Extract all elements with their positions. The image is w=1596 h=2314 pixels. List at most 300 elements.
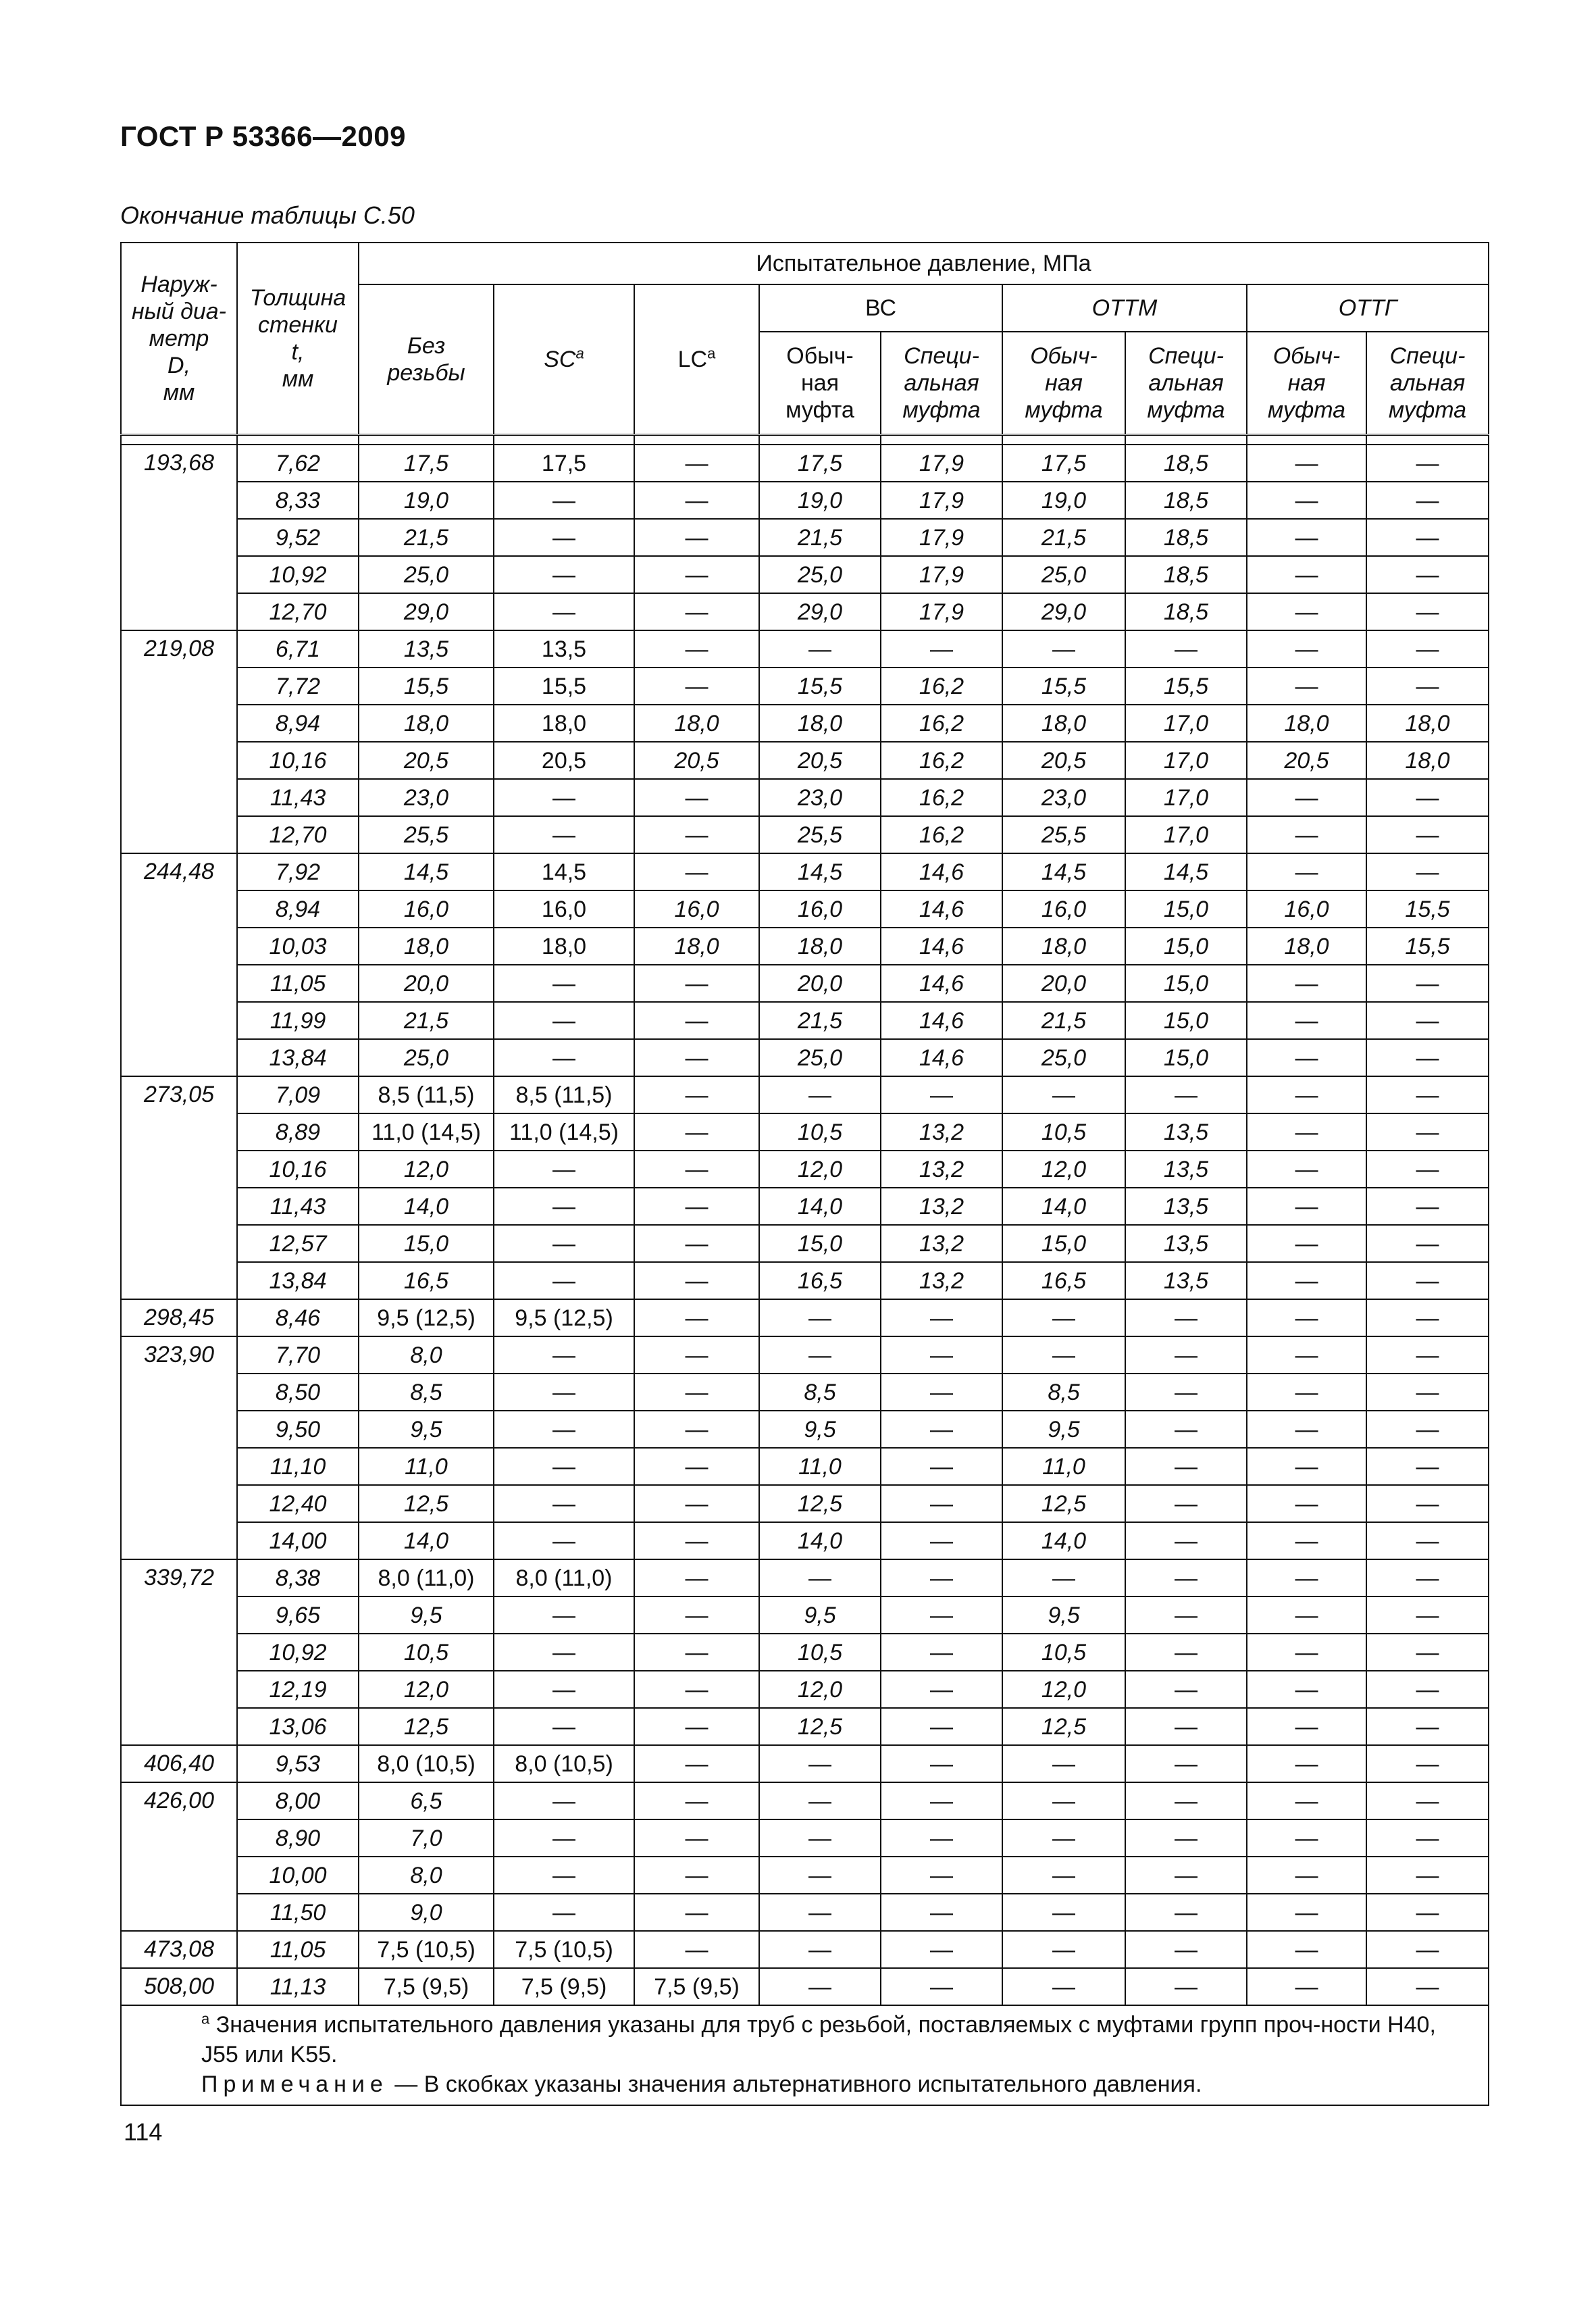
header-ottg: ОТТГ bbox=[1247, 284, 1489, 332]
table-caption: Окончание таблицы С.50 bbox=[120, 201, 415, 229]
pressure-cell: 9,0 bbox=[359, 1894, 494, 1931]
pressure-cell: 8,5 bbox=[759, 1374, 881, 1411]
table-row bbox=[121, 1262, 1489, 1299]
footnote-a: $^a$ Значения испытательного давления указаны для труб с резьбой, поставляемых с муфтами групп проч-ности Н40, J55 или K55. bbox=[201, 2010, 1436, 2067]
pressure-cell: 12,5 bbox=[1002, 1708, 1125, 1745]
pressure-cell: 15,5 bbox=[1366, 928, 1489, 965]
pressure-cell: — bbox=[1366, 1448, 1489, 1485]
pressure-cell: 17,5 bbox=[359, 445, 494, 482]
pressure-cell: 10,5 bbox=[359, 1634, 494, 1671]
pressure-cell: — bbox=[1125, 1931, 1247, 1968]
pressure-cell: 15,5 bbox=[1002, 668, 1125, 705]
wall-thickness-cell: 10,16 bbox=[237, 1151, 359, 1188]
pressure-cell: 14,0 bbox=[359, 1188, 494, 1225]
pressure-cell: — bbox=[1366, 1708, 1489, 1745]
wall-thickness-cell: 12,70 bbox=[237, 593, 359, 630]
header-sc: $SC^a$ bbox=[494, 284, 634, 435]
wall-thickness-cell: 11,99 bbox=[237, 1002, 359, 1039]
pressure-cell: — bbox=[759, 1931, 881, 1968]
pressure-cell: — bbox=[634, 519, 759, 556]
pressure-cell: — bbox=[1002, 1336, 1125, 1374]
pressure-cell: 20,5 bbox=[759, 742, 881, 779]
pressure-cell: 12,0 bbox=[359, 1151, 494, 1188]
wall-thickness-cell: 11,43 bbox=[237, 1188, 359, 1225]
wall-thickness-cell: 8,94 bbox=[237, 705, 359, 742]
pressure-cell: 14,5 bbox=[759, 853, 881, 890]
pressure-cell: — bbox=[881, 1374, 1002, 1411]
pressure-cell: — bbox=[1125, 1076, 1247, 1113]
pressure-cell: 8,5 bbox=[1002, 1374, 1125, 1411]
pressure-cell: — bbox=[494, 1634, 634, 1671]
pressure-cell: 14,5 bbox=[1002, 853, 1125, 890]
pressure-cell: 23,0 bbox=[1002, 779, 1125, 816]
pressure-cell: — bbox=[881, 1931, 1002, 1968]
table-row bbox=[121, 593, 1489, 630]
pressure-cell: 17,9 bbox=[881, 482, 1002, 519]
pressure-cell: — bbox=[634, 482, 759, 519]
pressure-cell: 9,5 (12,5) bbox=[359, 1299, 494, 1336]
pressure-cell: — bbox=[1125, 1819, 1247, 1857]
pressure-cell: 23,0 bbox=[759, 779, 881, 816]
pressure-cell: — bbox=[634, 1559, 759, 1596]
pressure-cell: 13,2 bbox=[881, 1262, 1002, 1299]
table-row bbox=[121, 779, 1489, 816]
pressure-cell: — bbox=[1247, 1076, 1366, 1113]
pressure-cell: 10,5 bbox=[1002, 1634, 1125, 1671]
pressure-cell: — bbox=[881, 1857, 1002, 1894]
wall-thickness-cell: 8,33 bbox=[237, 482, 359, 519]
pressure-cell: 20,5 bbox=[494, 742, 634, 779]
table-row bbox=[121, 1151, 1489, 1188]
pressure-cell: — bbox=[1366, 1262, 1489, 1299]
pressure-cell: — bbox=[1366, 1634, 1489, 1671]
table-row bbox=[121, 1596, 1489, 1634]
pressure-cell: — bbox=[1247, 1634, 1366, 1671]
pressure-cell: — bbox=[1366, 1336, 1489, 1374]
pressure-cell: 15,0 bbox=[1125, 1039, 1247, 1076]
pressure-cell: — bbox=[759, 1894, 881, 1931]
pressure-cell: — bbox=[881, 1634, 1002, 1671]
pressure-cell: 17,0 bbox=[1125, 779, 1247, 816]
pressure-cell: — bbox=[759, 1782, 881, 1819]
pressure-cell: 13,2 bbox=[881, 1151, 1002, 1188]
pressure-cell: 9,5 bbox=[359, 1411, 494, 1448]
header-test-pressure: Испытательное давление, МПа bbox=[359, 243, 1489, 284]
pressure-cell: — bbox=[1125, 1448, 1247, 1485]
pressure-cell: — bbox=[1002, 1968, 1125, 2005]
pressure-cell: — bbox=[1247, 593, 1366, 630]
pressure-cell: — bbox=[1125, 1968, 1247, 2005]
pressure-cell: — bbox=[494, 1225, 634, 1262]
pressure-cell: — bbox=[1247, 1522, 1366, 1559]
pressure-cell: 14,5 bbox=[359, 853, 494, 890]
wall-thickness-cell: 11,13 bbox=[237, 1968, 359, 2005]
pressure-cell: — bbox=[634, 1671, 759, 1708]
pressure-cell: — bbox=[1366, 1745, 1489, 1782]
pressure-cell: 8,5 (11,5) bbox=[494, 1076, 634, 1113]
header-bc: ВС bbox=[759, 284, 1002, 332]
pressure-cell: — bbox=[881, 630, 1002, 668]
pressure-cell: — bbox=[634, 556, 759, 593]
header-bc-regular: Обыч- ная муфта bbox=[759, 332, 881, 435]
pressure-cell: 13,5 bbox=[1125, 1188, 1247, 1225]
pressure-cell: 7,5 (9,5) bbox=[634, 1968, 759, 2005]
pressure-cell: — bbox=[1247, 1894, 1366, 1931]
pressure-cell: 9,5 bbox=[1002, 1596, 1125, 1634]
pressure-cell: — bbox=[1366, 816, 1489, 853]
pressure-cell: — bbox=[1366, 1374, 1489, 1411]
pressure-cell: — bbox=[881, 1336, 1002, 1374]
pressure-cell: — bbox=[759, 1076, 881, 1113]
pressure-cell: 14,0 bbox=[1002, 1188, 1125, 1225]
pressure-cell: 18,0 bbox=[359, 705, 494, 742]
pressure-cell: — bbox=[634, 1448, 759, 1485]
pressure-cell: 12,5 bbox=[1002, 1485, 1125, 1522]
pressure-cell: 18,5 bbox=[1125, 519, 1247, 556]
table-row bbox=[121, 1336, 1489, 1374]
pressure-cell: 7,5 (10,5) bbox=[359, 1931, 494, 1968]
pressure-cell: — bbox=[1247, 1225, 1366, 1262]
pressure-cell: 13,5 bbox=[1125, 1113, 1247, 1151]
pressure-cell: — bbox=[494, 1188, 634, 1225]
pressure-cell: 16,0 bbox=[759, 890, 881, 928]
pressure-cell: — bbox=[1002, 630, 1125, 668]
pressure-cell: 14,6 bbox=[881, 928, 1002, 965]
pressure-cell: — bbox=[759, 630, 881, 668]
table-row bbox=[121, 519, 1489, 556]
wall-thickness-cell: 10,92 bbox=[237, 1634, 359, 1671]
wall-thickness-cell: 11,43 bbox=[237, 779, 359, 816]
pressure-cell: 17,9 bbox=[881, 519, 1002, 556]
pressure-cell: — bbox=[1125, 1894, 1247, 1931]
pressure-cell: — bbox=[1125, 1596, 1247, 1634]
pressure-cell: — bbox=[1247, 1411, 1366, 1448]
pressure-cell: 17,9 bbox=[881, 593, 1002, 630]
pressure-cell: — bbox=[1247, 445, 1366, 482]
pressure-cell: 13,5 bbox=[359, 630, 494, 668]
pressure-cell: — bbox=[1247, 1299, 1366, 1336]
pressure-cell: 15,5 bbox=[1125, 668, 1247, 705]
pressure-cell: — bbox=[1002, 1931, 1125, 1968]
pressure-cell: 15,0 bbox=[1002, 1225, 1125, 1262]
pressure-cell: — bbox=[1366, 519, 1489, 556]
pressure-cell: — bbox=[1002, 1559, 1125, 1596]
pressure-cell: — bbox=[634, 1708, 759, 1745]
pressure-cell: — bbox=[494, 593, 634, 630]
pressure-cell: — bbox=[1366, 965, 1489, 1002]
wall-thickness-cell: 7,09 bbox=[237, 1076, 359, 1113]
pressure-cell: 16,2 bbox=[881, 668, 1002, 705]
pressure-cell: — bbox=[1125, 1671, 1247, 1708]
wall-thickness-cell: 8,38 bbox=[237, 1559, 359, 1596]
pressure-cell: — bbox=[1366, 1596, 1489, 1634]
table-row bbox=[121, 742, 1489, 779]
pressure-cell: — bbox=[1366, 1559, 1489, 1596]
pressure-cell: 16,0 bbox=[1247, 890, 1366, 928]
pressure-cell: — bbox=[494, 1336, 634, 1374]
pressure-cell: — bbox=[1247, 668, 1366, 705]
pressure-cell: — bbox=[634, 1225, 759, 1262]
pressure-cell: — bbox=[494, 1448, 634, 1485]
pressure-cell: — bbox=[1002, 1745, 1125, 1782]
pressure-cell: — bbox=[634, 668, 759, 705]
pressure-cell: 15,5 bbox=[359, 668, 494, 705]
pressure-cell: — bbox=[1366, 1857, 1489, 1894]
pressure-cell: — bbox=[1247, 1559, 1366, 1596]
pressure-cell: — bbox=[634, 1782, 759, 1819]
pressure-cell: — bbox=[1366, 1299, 1489, 1336]
pressure-cell: 16,5 bbox=[359, 1262, 494, 1299]
pressure-cell: 14,6 bbox=[881, 890, 1002, 928]
pressure-cell: — bbox=[1247, 1262, 1366, 1299]
table-row bbox=[121, 1411, 1489, 1448]
table-row bbox=[121, 1931, 1489, 1968]
pressure-cell: 13,5 bbox=[1125, 1151, 1247, 1188]
table-row bbox=[121, 556, 1489, 593]
pressure-cell: — bbox=[1366, 1782, 1489, 1819]
pressure-cell: — bbox=[634, 1522, 759, 1559]
pressure-cell: 18,0 bbox=[634, 928, 759, 965]
pressure-cell: — bbox=[634, 816, 759, 853]
pressure-cell: 17,5 bbox=[494, 445, 634, 482]
pressure-cell: — bbox=[881, 1968, 1002, 2005]
pressure-cell: 12,5 bbox=[759, 1708, 881, 1745]
pressure-cell: — bbox=[494, 1671, 634, 1708]
table-row bbox=[121, 965, 1489, 1002]
pressure-cell: — bbox=[881, 1819, 1002, 1857]
pressure-cell: 25,5 bbox=[1002, 816, 1125, 853]
pressure-cell: — bbox=[494, 1411, 634, 1448]
pressure-cell: 10,5 bbox=[759, 1634, 881, 1671]
outer-diameter-cell: 426,00 bbox=[121, 1782, 237, 1931]
page-number: 114 bbox=[124, 2118, 163, 2146]
pressure-cell: — bbox=[1247, 779, 1366, 816]
pressure-cell: 18,5 bbox=[1125, 593, 1247, 630]
pressure-cell: 18,5 bbox=[1125, 445, 1247, 482]
pressure-cell: 18,0 bbox=[494, 928, 634, 965]
pressure-cell: 21,5 bbox=[359, 1002, 494, 1039]
table-row bbox=[121, 1968, 1489, 2005]
pressure-cell: — bbox=[881, 1411, 1002, 1448]
pressure-cell: 21,5 bbox=[359, 519, 494, 556]
pressure-cell: — bbox=[1247, 1968, 1366, 2005]
pressure-cell: — bbox=[1366, 1671, 1489, 1708]
pressure-cell: 16,2 bbox=[881, 779, 1002, 816]
pressure-cell: — bbox=[634, 1931, 759, 1968]
pressure-cell: — bbox=[1247, 1113, 1366, 1151]
pressure-cell: 17,0 bbox=[1125, 705, 1247, 742]
table-row bbox=[121, 705, 1489, 742]
pressure-cell: — bbox=[1366, 1968, 1489, 2005]
pressure-cell: — bbox=[494, 519, 634, 556]
pressure-cell: 14,6 bbox=[881, 965, 1002, 1002]
pressure-cell: — bbox=[1366, 1411, 1489, 1448]
pressure-cell: 18,0 bbox=[759, 928, 881, 965]
pressure-cell: — bbox=[1247, 1188, 1366, 1225]
table-row bbox=[121, 890, 1489, 928]
table-row bbox=[121, 1819, 1489, 1857]
pressure-cell: — bbox=[1366, 445, 1489, 482]
pressure-cell: 16,0 bbox=[1002, 890, 1125, 928]
pressure-cell: 8,0 (11,0) bbox=[494, 1559, 634, 1596]
pressure-cell: — bbox=[881, 1485, 1002, 1522]
pressure-cell: 13,2 bbox=[881, 1188, 1002, 1225]
pressure-cell: 12,0 bbox=[359, 1671, 494, 1708]
header-ottm: ОТТМ bbox=[1002, 284, 1247, 332]
pressure-cell: — bbox=[494, 1039, 634, 1076]
pressure-cell: — bbox=[759, 1819, 881, 1857]
header-lc: $LC^a$ bbox=[634, 284, 759, 435]
pressure-cell: 20,0 bbox=[1002, 965, 1125, 1002]
outer-diameter-cell: 339,72 bbox=[121, 1559, 237, 1745]
table-row bbox=[121, 1113, 1489, 1151]
table-row bbox=[121, 928, 1489, 965]
pressure-cell: 10,5 bbox=[1002, 1113, 1125, 1151]
pressure-cell: 13,5 bbox=[1125, 1262, 1247, 1299]
pressure-cell: — bbox=[1366, 1076, 1489, 1113]
pressure-cell: — bbox=[1247, 519, 1366, 556]
pressure-cell: 18,0 bbox=[634, 705, 759, 742]
pressure-cell: 8,0 (10,5) bbox=[494, 1745, 634, 1782]
pressure-cell: — bbox=[634, 1151, 759, 1188]
pressure-cell: 7,5 (10,5) bbox=[494, 1931, 634, 1968]
wall-thickness-cell: 10,16 bbox=[237, 742, 359, 779]
table-footnotes bbox=[121, 2005, 1489, 2105]
pressure-cell: — bbox=[1247, 1336, 1366, 1374]
table-row bbox=[121, 1559, 1489, 1596]
pressure-cell: 16,0 bbox=[359, 890, 494, 928]
table-row bbox=[121, 668, 1489, 705]
pressure-cell: 25,0 bbox=[359, 556, 494, 593]
pressure-cell: 15,0 bbox=[759, 1225, 881, 1262]
pressure-cell: — bbox=[634, 1374, 759, 1411]
note-label: Примечание bbox=[201, 2071, 388, 2097]
pressure-cell: 14,6 bbox=[881, 853, 1002, 890]
pressure-cell: — bbox=[881, 1448, 1002, 1485]
pressure-cell: 15,0 bbox=[1125, 890, 1247, 928]
outer-diameter-cell: 323,90 bbox=[121, 1336, 237, 1559]
pressure-cell: — bbox=[881, 1299, 1002, 1336]
pressure-cell: 12,5 bbox=[359, 1708, 494, 1745]
pressure-cell: 20,5 bbox=[1247, 742, 1366, 779]
wall-thickness-cell: 10,92 bbox=[237, 556, 359, 593]
pressure-cell: 11,0 bbox=[1002, 1448, 1125, 1485]
wall-thickness-cell: 8,00 bbox=[237, 1782, 359, 1819]
pressure-cell: — bbox=[494, 556, 634, 593]
pressure-cell: 16,0 bbox=[494, 890, 634, 928]
wall-thickness-cell: 6,71 bbox=[237, 630, 359, 668]
pressure-cell: — bbox=[1247, 630, 1366, 668]
pressure-cell: — bbox=[1247, 1671, 1366, 1708]
pressure-cell: 15,0 bbox=[1125, 928, 1247, 965]
pressure-cell: 17,5 bbox=[1002, 445, 1125, 482]
table-note bbox=[128, 2069, 1472, 2099]
table-row bbox=[121, 1634, 1489, 1671]
pressure-cell: — bbox=[494, 1374, 634, 1411]
document-title: ГОСТ Р 53366—2009 bbox=[120, 120, 406, 152]
pressure-cell: 18,0 bbox=[759, 705, 881, 742]
wall-thickness-cell: 12,19 bbox=[237, 1671, 359, 1708]
pressure-cell: — bbox=[494, 1262, 634, 1299]
pressure-cell: 18,0 bbox=[1366, 742, 1489, 779]
header-ottm-regular: Обыч- ная муфта bbox=[1002, 332, 1125, 435]
pressure-cell: 11,0 bbox=[759, 1448, 881, 1485]
pressure-cell: — bbox=[634, 1894, 759, 1931]
pressure-cell: — bbox=[634, 853, 759, 890]
wall-thickness-cell: 12,57 bbox=[237, 1225, 359, 1262]
header-bc-special: Специ- альная муфта bbox=[881, 332, 1002, 435]
pressure-cell: — bbox=[881, 1745, 1002, 1782]
pressure-cell: 15,5 bbox=[1366, 890, 1489, 928]
pressure-cell: 17,5 bbox=[759, 445, 881, 482]
pressure-cell: — bbox=[634, 1634, 759, 1671]
pressure-cell: 9,5 bbox=[1002, 1411, 1125, 1448]
pressure-cell: — bbox=[1366, 556, 1489, 593]
pressure-cell: 8,0 (11,0) bbox=[359, 1559, 494, 1596]
pressure-cell: 9,5 bbox=[759, 1596, 881, 1634]
pressure-cell: — bbox=[1247, 1039, 1366, 1076]
pressure-cell: — bbox=[1366, 1188, 1489, 1225]
pressure-cell: 13,2 bbox=[881, 1225, 1002, 1262]
header-ottg-regular: Обыч- ная муфта bbox=[1247, 332, 1366, 435]
pressure-cell: 13,5 bbox=[494, 630, 634, 668]
pressure-cell: 12,5 bbox=[759, 1485, 881, 1522]
pressure-cell: — bbox=[634, 1336, 759, 1374]
pressure-cell: 21,5 bbox=[1002, 1002, 1125, 1039]
pressure-cell: — bbox=[881, 1782, 1002, 1819]
pressure-cell: 19,0 bbox=[759, 482, 881, 519]
pressure-cell: 16,5 bbox=[759, 1262, 881, 1299]
pressure-cell: — bbox=[881, 1708, 1002, 1745]
pressure-cell: — bbox=[881, 1894, 1002, 1931]
table-row bbox=[121, 482, 1489, 519]
pressure-cell: 20,5 bbox=[359, 742, 494, 779]
pressure-cell: 25,0 bbox=[1002, 1039, 1125, 1076]
pressure-cell: — bbox=[494, 1894, 634, 1931]
pressure-cell: — bbox=[1125, 1299, 1247, 1336]
pressure-cell: — bbox=[1002, 1857, 1125, 1894]
pressure-cell: 17,0 bbox=[1125, 816, 1247, 853]
pressure-cell: 14,0 bbox=[359, 1522, 494, 1559]
pressure-cell: 12,0 bbox=[1002, 1151, 1125, 1188]
pressure-cell: — bbox=[634, 965, 759, 1002]
pressure-cell: 18,5 bbox=[1125, 556, 1247, 593]
pressure-cell: — bbox=[634, 1819, 759, 1857]
wall-thickness-cell: 8,90 bbox=[237, 1819, 359, 1857]
table-row bbox=[121, 1671, 1489, 1708]
pressure-cell: 12,0 bbox=[759, 1151, 881, 1188]
pressure-cell: 25,0 bbox=[759, 556, 881, 593]
pressure-cell: — bbox=[494, 1857, 634, 1894]
pressure-cell: 14,0 bbox=[759, 1188, 881, 1225]
table-row bbox=[121, 1039, 1489, 1076]
pressure-cell: — bbox=[881, 1671, 1002, 1708]
pressure-cell: 19,0 bbox=[1002, 482, 1125, 519]
pressure-cell: — bbox=[494, 1002, 634, 1039]
table-row bbox=[121, 1894, 1489, 1931]
pressure-cell: — bbox=[1247, 1857, 1366, 1894]
wall-thickness-cell: 11,10 bbox=[237, 1448, 359, 1485]
pressure-cell: — bbox=[1125, 1634, 1247, 1671]
pressure-cell: 19,0 bbox=[359, 482, 494, 519]
table-row bbox=[121, 1448, 1489, 1485]
pressure-cell: — bbox=[494, 1485, 634, 1522]
wall-thickness-cell: 8,50 bbox=[237, 1374, 359, 1411]
wall-thickness-cell: 8,46 bbox=[237, 1299, 359, 1336]
pressure-cell: 14,5 bbox=[494, 853, 634, 890]
pressure-cell: — bbox=[634, 1076, 759, 1113]
pressure-cell: 18,0 bbox=[1002, 705, 1125, 742]
